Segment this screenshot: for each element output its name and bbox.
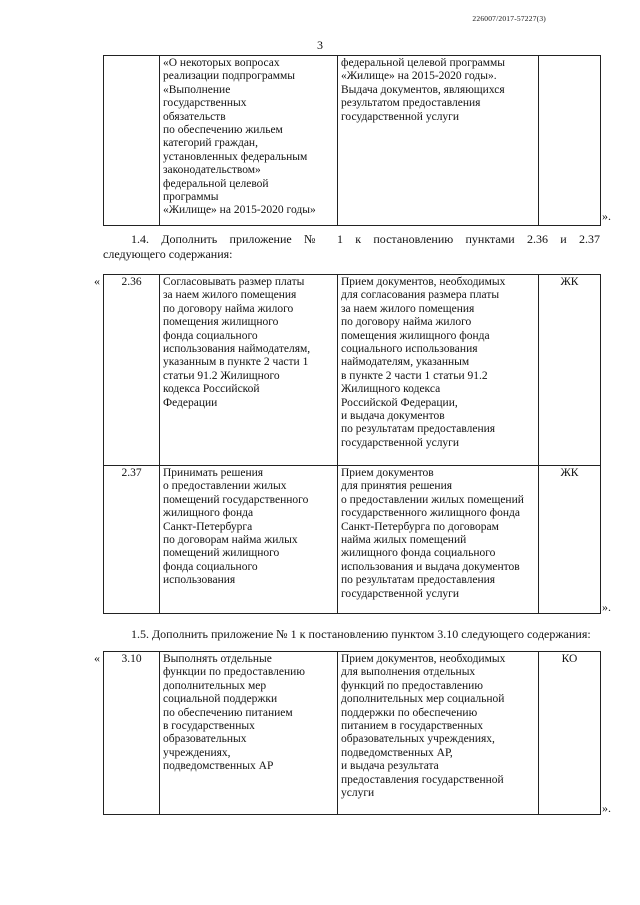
cell-function: «О некоторых вопросах реализации подпрограммы «Выполнение государственных обязательств по обеспечению жильем категорий граждан, установленных федеральным законодательством» федеральной целевой программы «Жилище» на 2015-2020 годы» bbox=[160, 56, 338, 226]
cell-num: 2.36 bbox=[104, 275, 160, 466]
cell-function: Принимать решения о предоставлении жилых помещений государственного жилищного фонда Санкт-Петербурга по договорам найма жилых помещений жилищного фонда социального использования bbox=[160, 466, 338, 614]
paragraph-1-4-line2: следующего содержания: bbox=[103, 247, 233, 261]
cell-service: федеральной целевой программы «Жилище» на 2015-2020 годы». Выдача документов, являющихся результатом предоставления государственной услуги bbox=[338, 56, 539, 226]
table-continuation bbox=[103, 55, 601, 226]
cell-code: ЖК bbox=[539, 466, 601, 614]
closing-quote: ». bbox=[602, 801, 611, 815]
cell-function: Выполнять отдельные функции по предоставлению дополнительных мер социальной поддержки по обеспечению питанием в государственных образовательных учреждениях, подведомственных АР bbox=[160, 652, 338, 815]
cell-service: Прием документов, необходимых для выполнения отдельных функций по предоставлению дополнительных мер социальной поддержки по обеспечению питанием в государственных образовательных учреждениях, подведомственных АР, и выдача результата предоставления государственной услуги bbox=[338, 652, 539, 815]
cell-function: Согласовывать размер платы за наем жилого помещения по договору найма жилого помещения жилищного фонда социального использования наймодателям, указанным в пункте 2 части 1 статьи 91.2 Жилищного кодекса Российской Федерации bbox=[160, 275, 338, 466]
opening-quote: « bbox=[94, 274, 100, 288]
cell-num: 2.37 bbox=[104, 466, 160, 614]
page-number: 3 bbox=[317, 38, 323, 52]
cell-service: Прием документов, необходимых для согласования размера платы за наем жилого помещения по договору найма жилого помещения жилищного фонда социального использования наймодателям, указанным в пункте 2 части 1 статьи 91.2 Жилищного кодекса Российской Федерации, и выдача документов по результатам предоставления государственной услуги bbox=[338, 275, 539, 466]
table-row bbox=[104, 652, 601, 815]
paragraph-1-4-line1: 1.4. Дополнить приложение № 1 к постановлению пунктами 2.36 и 2.37 bbox=[131, 232, 600, 246]
table-item-3-10 bbox=[103, 651, 601, 815]
table-row bbox=[104, 56, 601, 226]
cell-code bbox=[539, 56, 601, 226]
closing-quote: ». bbox=[602, 209, 611, 223]
cell-code: ЖК bbox=[539, 275, 601, 466]
table-items-2-36-2-37 bbox=[103, 274, 601, 614]
opening-quote: « bbox=[94, 651, 100, 665]
cell-num: 3.10 bbox=[104, 652, 160, 815]
paragraph-1-5: 1.5. Дополнить приложение № 1 к постановлению пунктом 3.10 следующего содержания: bbox=[131, 627, 591, 641]
table-row bbox=[104, 466, 601, 614]
document-id: 226007/2017-57227(3) bbox=[472, 14, 546, 23]
cell-num bbox=[104, 56, 160, 226]
cell-code: КО bbox=[539, 652, 601, 815]
cell-service: Прием документов для принятия решения о предоставлении жилых помещений государственного жилищного фонда Санкт-Петербурга по договорам найма жилых помещений жилищного фонда социального использования и выдача документов по результатам предоставления государственной услуги bbox=[338, 466, 539, 614]
table-row bbox=[104, 275, 601, 466]
closing-quote: ». bbox=[602, 600, 611, 614]
